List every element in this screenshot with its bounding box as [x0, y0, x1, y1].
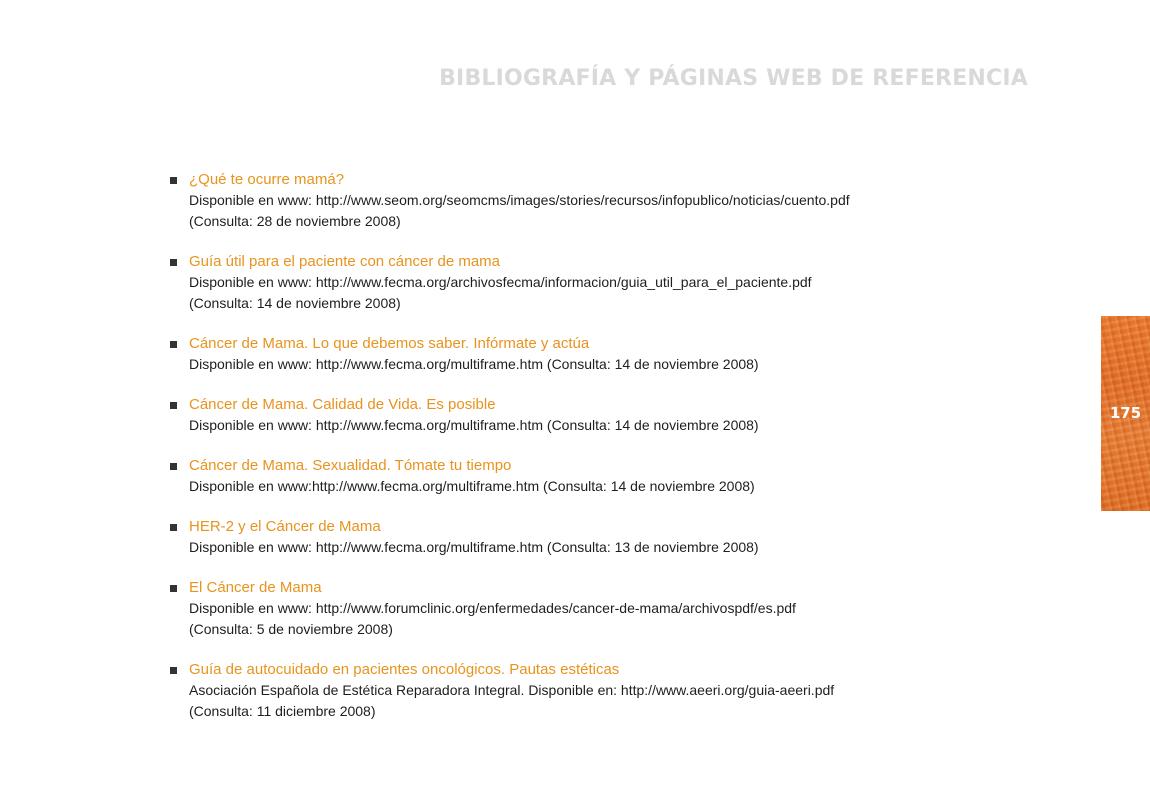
reference-title: Guía de autocuidado en pacientes oncológicos. Pautas estéticas	[189, 661, 620, 678]
reference-title: Cáncer de Mama. Calidad de Vida. Es posible	[189, 396, 496, 413]
square-bullet-icon	[170, 402, 177, 409]
reference-item	[170, 517, 850, 558]
reference-item	[170, 578, 850, 640]
reference-title: HER-2 y el Cáncer de Mama	[189, 518, 381, 535]
reference-detail-line: (Consulta: 14 de noviembre 2008)	[189, 295, 401, 311]
reference-detail-line: Disponible en www: http://www.fecma.org/multiframe.htm (Consulta: 14 de noviembre 2008)	[189, 356, 759, 372]
square-bullet-icon	[170, 667, 177, 674]
reference-detail-line: Asociación Española de Estética Reparadora Integral. Disponible en: http://www.aeeri.org/guia-aeeri.pdf	[189, 682, 835, 698]
square-bullet-icon	[170, 585, 177, 592]
reference-detail-line: Disponible en www: http://www.fecma.org/multiframe.htm (Consulta: 13 de noviembre 2008)	[189, 539, 759, 555]
reference-detail-line: Disponible en www: http://www.seom.org/seomcms/images/stories/recursos/infopublico/noticias/cuento.pdf	[189, 192, 850, 208]
reference-title: ¿Qué te ocurre mamá?	[189, 171, 345, 188]
reference-item	[170, 170, 850, 232]
reference-detail-line: Disponible en www: http://www.forumclinic.org/enfermedades/cancer-de-mama/archivospdf/es.pdf	[189, 600, 796, 616]
reference-item	[170, 334, 850, 375]
square-bullet-icon	[170, 177, 177, 184]
reference-detail-line: Disponible en www: http://www.fecma.org/archivosfecma/informacion/guia_util_para_el_paciente.pdf	[189, 274, 812, 290]
reference-detail-line: (Consulta: 5 de noviembre 2008)	[189, 621, 393, 637]
reference-item	[170, 252, 850, 314]
reference-item	[170, 395, 850, 436]
square-bullet-icon	[170, 259, 177, 266]
square-bullet-icon	[170, 524, 177, 531]
reference-title: Guía útil para el paciente con cáncer de mama	[189, 253, 501, 270]
reference-title: El Cáncer de Mama	[189, 579, 322, 596]
square-bullet-icon	[170, 341, 177, 348]
reference-title: Cáncer de Mama. Lo que debemos saber. Infórmate y actúa	[189, 335, 590, 352]
reference-detail-line: Disponible en www:http://www.fecma.org/multiframe.htm (Consulta: 14 de noviembre 2008)	[189, 478, 755, 494]
reference-detail-line: Disponible en www: http://www.fecma.org/multiframe.htm (Consulta: 14 de noviembre 2008)	[189, 417, 759, 433]
reference-list	[170, 170, 850, 722]
reference-item	[170, 660, 850, 722]
square-bullet-icon	[170, 463, 177, 470]
side-tab	[1101, 316, 1150, 511]
page-number: 175	[1109, 404, 1142, 422]
reference-title: Cáncer de Mama. Sexualidad. Tómate tu tiempo	[189, 457, 512, 474]
reference-detail-line: (Consulta: 28 de noviembre 2008)	[189, 213, 401, 229]
reference-item	[170, 456, 850, 497]
reference-detail-line: (Consulta: 11 diciembre 2008)	[189, 703, 376, 719]
page-title: BIBLIOGRAFÍA Y PÁGINAS WEB DE REFERENCIA	[439, 66, 1028, 91]
